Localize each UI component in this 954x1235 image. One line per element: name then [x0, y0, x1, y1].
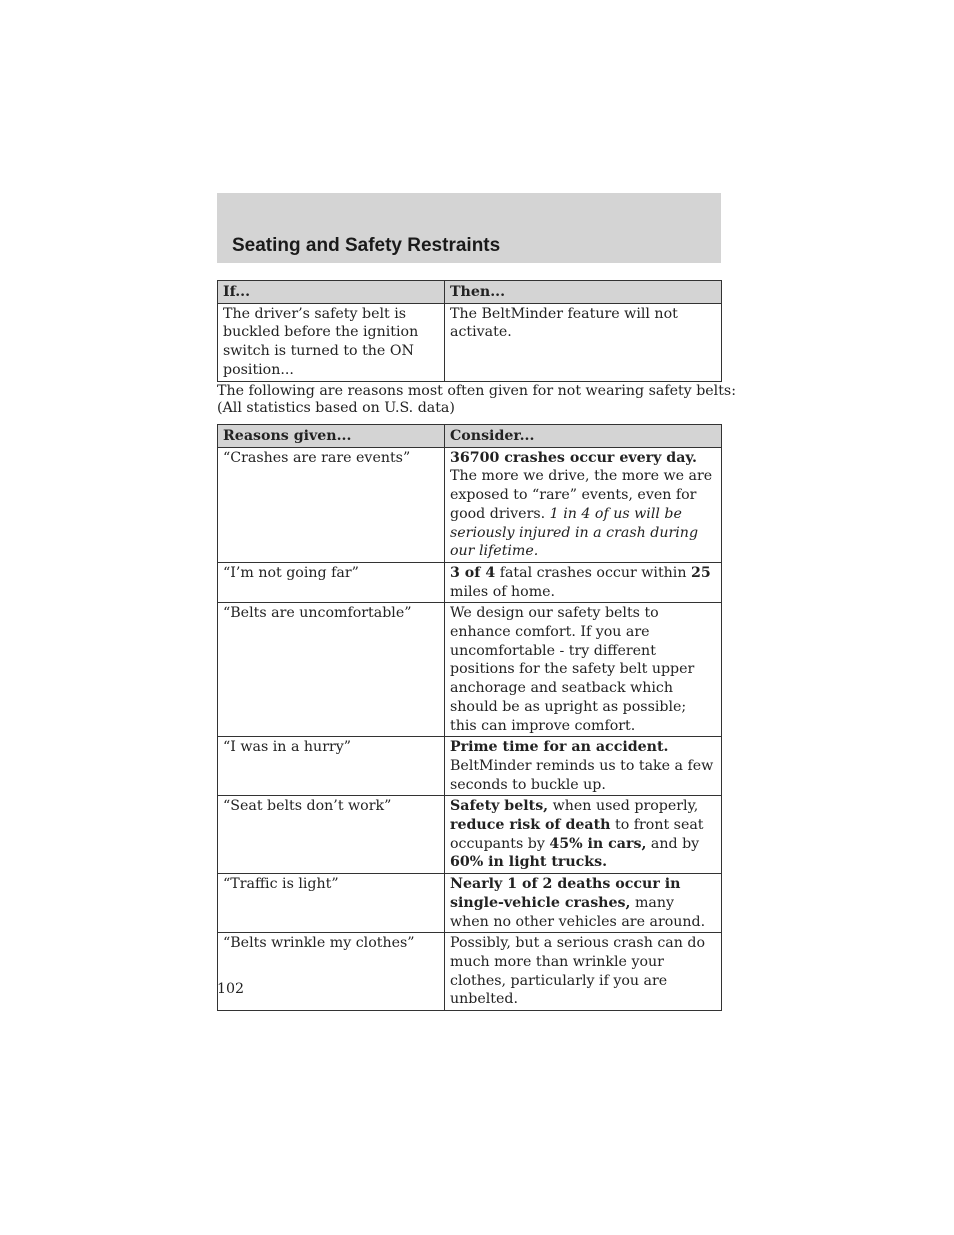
if-then-table	[217, 280, 722, 382]
table-row	[218, 447, 722, 562]
column-header-if: If...	[218, 281, 445, 304]
intro-paragraph	[217, 383, 737, 416]
reason-cell: “Crashes are rare events”	[218, 447, 445, 562]
reason-cell: “I was in a hurry”	[218, 737, 445, 796]
consider-text: when used properly,	[548, 798, 699, 815]
consider-cell	[445, 447, 722, 562]
consider-cell	[445, 796, 722, 874]
column-header-reasons: Reasons given...	[218, 425, 445, 448]
consider-bold-text: Nearly 1 of 2 deaths occur in single-vehicle crashes,	[450, 876, 681, 911]
consider-bold-text: 45% in cars,	[549, 835, 647, 852]
intro-line-1: The following are reasons most often given for not wearing safety belts:	[217, 383, 736, 399]
table-row	[218, 562, 722, 602]
if-cell: The driver’s safety belt is buckled before the ignition switch is turned to the ON position...	[218, 303, 445, 381]
consider-text: BeltMinder reminds us to take a few seconds to buckle up.	[450, 757, 714, 793]
table-row	[218, 874, 722, 933]
consider-bold-text: 60% in light trucks.	[450, 854, 608, 871]
table-row	[218, 303, 722, 381]
section-title: Seating and Safety Restraints	[232, 235, 501, 256]
table-header-row	[218, 281, 722, 304]
consider-text: The more we drive, the more we are exposed to “rare” events, even for good drivers.	[450, 468, 713, 522]
consider-cell	[445, 562, 722, 602]
table-header-row	[218, 425, 722, 448]
column-header-then: Then...	[445, 281, 722, 304]
table-row	[218, 737, 722, 796]
consider-cell	[445, 874, 722, 933]
reason-cell: “Seat belts don’t work”	[218, 796, 445, 874]
consider-bold-text: reduce risk of death	[450, 817, 611, 834]
reason-cell: “I’m not going far”	[218, 562, 445, 602]
consider-cell: We design our safety belts to enhance comfort. If you are uncomfortable - try different positions for the safety belt upper anchorage and seatback which should be as upright as possible; this can improve comfort.	[445, 603, 722, 737]
table-row	[218, 933, 722, 1011]
consider-cell	[445, 737, 722, 796]
consider-italic-text: 1 in 4 of us will be seriously injured in a crash during our lifetime.	[450, 505, 699, 560]
reason-cell: “Traffic is light”	[218, 874, 445, 933]
consider-text: miles of home.	[450, 583, 556, 600]
reasons-table	[217, 424, 722, 1011]
reason-cell: “Belts are uncomfortable”	[218, 603, 445, 737]
consider-text: and by	[646, 835, 700, 852]
consider-bold-text: Prime time for an accident.	[450, 739, 669, 756]
column-header-consider: Consider...	[445, 425, 722, 448]
page-number: 102	[217, 981, 245, 997]
reason-cell: “Belts wrinkle my clothes”	[218, 933, 445, 1011]
consider-bold-text: 25	[691, 564, 711, 581]
intro-line-2: (All statistics based on U.S. data)	[217, 399, 455, 416]
section-header-band	[217, 193, 721, 263]
consider-text: to front seat occupants by	[450, 817, 704, 852]
table-row	[218, 796, 722, 874]
table-row	[218, 603, 722, 737]
consider-text: fatal crashes occur within	[495, 564, 691, 581]
consider-bold-text: 36700 crashes occur every day.	[450, 449, 697, 466]
consider-bold-text: 3 of 4	[450, 564, 496, 581]
consider-text: many when no other vehicles are around.	[450, 894, 706, 930]
consider-bold-text: Safety belts,	[450, 798, 549, 815]
then-cell: The BeltMinder feature will not activate.	[445, 303, 722, 381]
consider-cell: Possibly, but a serious crash can do much more than wrinkle your clothes, particularly if you are unbelted.	[445, 933, 722, 1011]
